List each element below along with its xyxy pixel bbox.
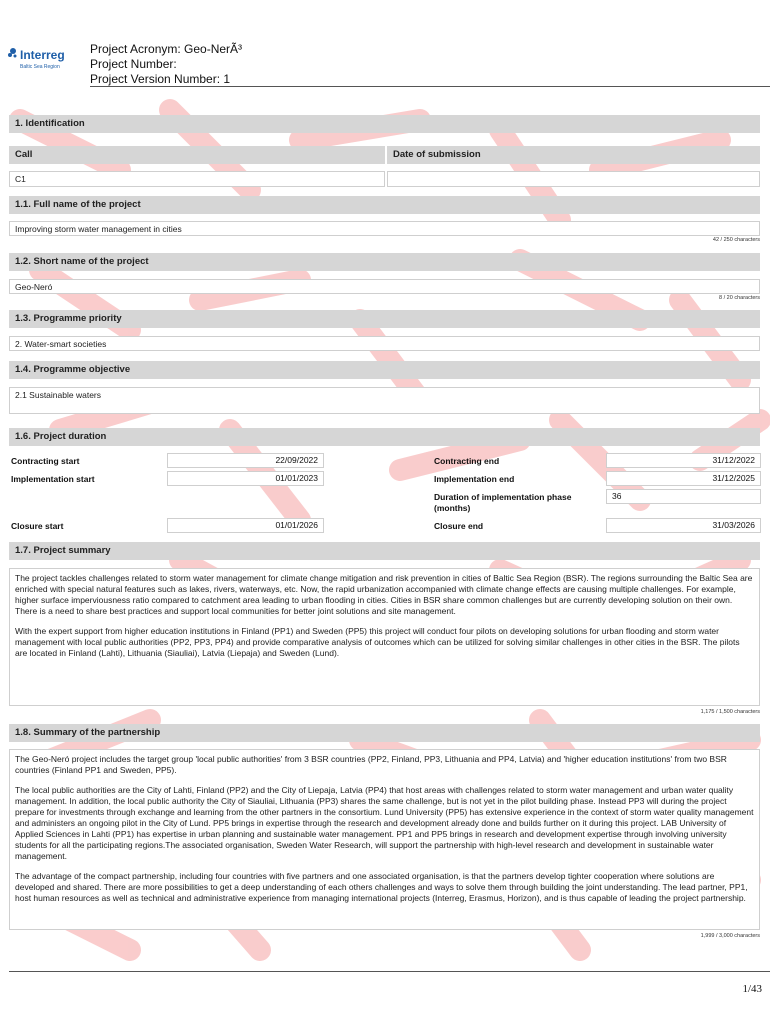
programme-priority-title: 1.3. Programme priority [9, 310, 760, 328]
project-version: Project Version Number: 1 [90, 72, 231, 86]
svg-text:Baltic Sea Region: Baltic Sea Region [20, 64, 60, 70]
closure-end-field[interactable]: 31/03/2026 [606, 518, 761, 533]
closure-end-label: Closure end [434, 521, 484, 531]
project-summary-title: 1.7. Project summary [9, 542, 760, 560]
partnership-summary-paragraph-3: The advantage of the compact partnership, including four countries with five partners and one associated organisation, is that the partners develop tighter cooperation where solutions are developed and shared. There are more possibilities to get a deep understanding of each others challenges and ways to solve them through building the joint understanding. The lead partner, PP1, host human resources as well as technical and administrative experience from managing international projects (Interreg, Erasmus, Horizon), and is thus capable of leading the project partnership. [15, 871, 748, 903]
partnership-summary-char-count: 1,999 / 3,000 characters [700, 933, 760, 939]
full-name-field[interactable]: Improving storm water management in cities [9, 221, 760, 236]
implementation-end-field[interactable]: 31/12/2025 [606, 471, 761, 486]
contracting-start-field[interactable]: 22/09/2022 [167, 453, 324, 468]
footer-divider [9, 971, 770, 972]
date-of-submission-field[interactable] [387, 171, 760, 187]
project-summary-paragraph-2: With the expert support from higher education institutions in Finland (PP1) and Sweden (PP5) this project will conduct four pilots on developing solutions for urban flooding and storm water management with local public authorities (PP2, PP3, PP4) and provide comparative analysis of outcomes which can be utilized for solving similar challenges in other cities in the BSR. The pilots are located in Finland (Lahti), Lithuania (Siauliai), Latvia (Liepaja) and Sweden (Lund). [15, 626, 740, 658]
contracting-start-label: Contracting start [11, 456, 80, 466]
section-identification-title: 1. Identification [9, 115, 760, 133]
implementation-start-label: Implementation start [11, 474, 95, 484]
call-field[interactable]: C1 [9, 171, 385, 187]
interreg-logo [6, 44, 74, 72]
call-label: Call [9, 146, 385, 164]
project-summary-field[interactable] [9, 568, 760, 706]
short-name-field[interactable]: Geo-Neró [9, 279, 760, 294]
partnership-summary-paragraph-2: The local public authorities are the City of Lahti, Finland (PP2) and the City of Liepaja, Latvia (PP4) that host areas with challenges related to storm water management and urban water quality management. In addition, the local public authority the City of Siauliai, Lithuania (PP3) shares the same challenge, but is not yet in the pilot building phase. Instead PP3 will during the project prepare for investments through exchange and learning from the other partners in the consortium. Lund University (PP5) has extensive experience in the context of storm water quality management and administers an ongoing pilot in the City of Lund. PP5 brings in expertise through the research and development already done and builds further on it during this project. LAB University of Applied Sciences in Lahti (PP1) has expertise in urban planning and sustainable water management. PP1 and PP5 brings in research and development expertise through involving university students for all the participating regions.The associated organisation, Sweden Water Research, will support the partnership with high-level research and development in sustainable water management. [15, 785, 754, 861]
project-duration-title: 1.6. Project duration [9, 428, 760, 446]
project-summary-char-count: 1,175 / 1,500 characters [700, 709, 760, 715]
partnership-summary-field[interactable] [9, 749, 760, 930]
project-number: Project Number: [90, 57, 177, 71]
implementation-start-field[interactable]: 01/01/2023 [167, 471, 324, 486]
closure-start-field[interactable]: 01/01/2026 [167, 518, 324, 533]
programme-objective-field[interactable]: 2.1 Sustainable waters [9, 387, 760, 414]
project-header [90, 42, 242, 87]
duration-label: Duration of implementation phase (months) [434, 492, 572, 513]
contracting-end-label: Contracting end [434, 456, 500, 466]
partnership-summary-paragraph-1: The Geo-Neró project includes the target group 'local public authorities' from 3 BSR countries (PP2, Finland, PP3, Lithuania and PP4, Latvia) and 'higher education institutions' from two BSR countries (Finland PP1 and Sweden, PP5). [15, 754, 727, 775]
partnership-summary-title: 1.8. Summary of the partnership [9, 724, 760, 742]
full-name-char-count: 42 / 250 characters [712, 237, 760, 243]
header-divider [90, 86, 770, 87]
short-name-char-count: 8 / 20 characters [719, 295, 760, 301]
programme-objective-title: 1.4. Programme objective [9, 361, 760, 379]
contracting-end-field[interactable]: 31/12/2022 [606, 453, 761, 468]
project-acronym: Project Acronym: Geo-NerÃ³ [90, 42, 243, 56]
duration-field[interactable]: 36 [606, 489, 761, 504]
implementation-end-label: Implementation end [434, 474, 515, 484]
date-of-submission-label: Date of submission [387, 146, 760, 164]
closure-start-label: Closure start [11, 521, 64, 531]
page-number: 1/43 [742, 983, 762, 995]
programme-priority-field[interactable]: 2. Water-smart societies [9, 336, 760, 351]
project-summary-paragraph-1: The project tackles challenges related to storm water management for climate change mitigation and risk prevention in cities of Baltic Sea Region (BSR). The regions surrounding the Baltic Sea are enriched with special natural features such as lakes, rivers, waterways, etc. Now, the rapid urbanization accompanied with climate change effects are causing multiple challenges. For example, higher surface imperviousness ratio compared to catchment area leading to urban flooding in cities. Cities in BSR share common challenges but are currently developing solution on their own. There is a need to share best practices and support local communities for better joint solutions and site management. [15, 573, 753, 616]
short-name-title: 1.2. Short name of the project [9, 253, 760, 271]
full-name-title: 1.1. Full name of the project [9, 196, 760, 214]
svg-text:Interreg: Interreg [20, 48, 65, 62]
